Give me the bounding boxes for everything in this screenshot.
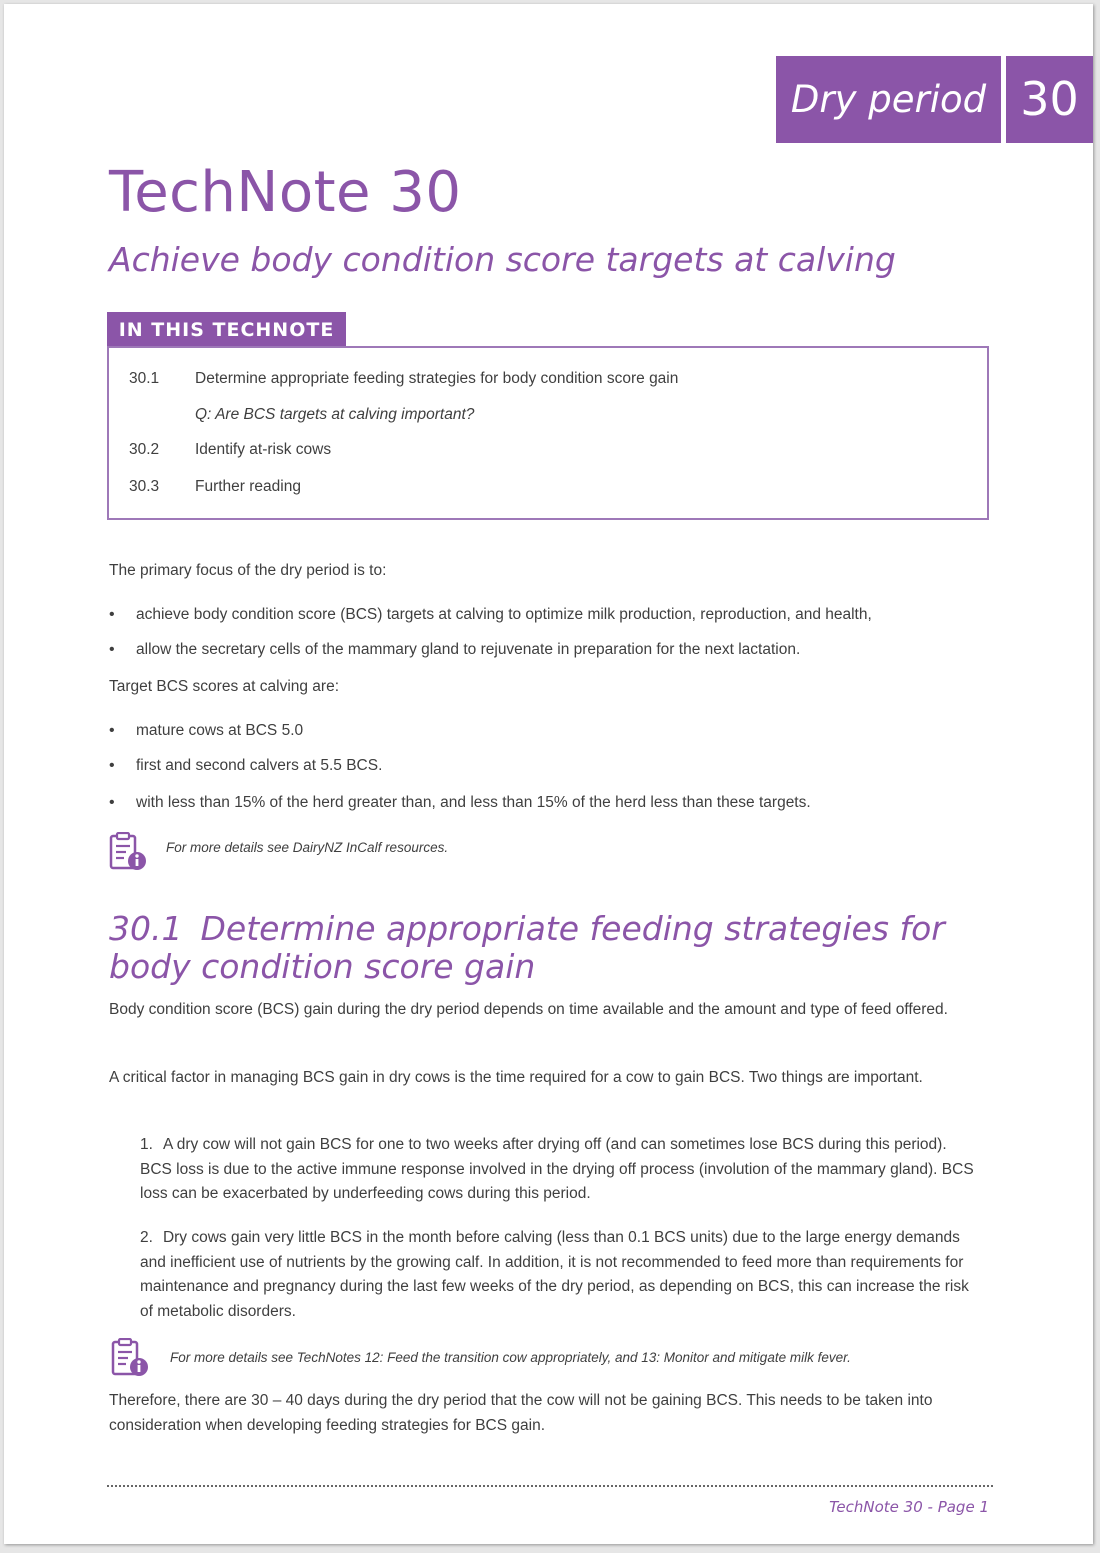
footer-divider: [107, 1485, 993, 1487]
toc-item-number: 30.3: [129, 478, 160, 495]
bullet-icon: •: [109, 757, 115, 774]
bullet-icon: •: [109, 722, 115, 739]
toc-item-text: Q: Are BCS targets at calving important?: [195, 406, 475, 423]
bullet-icon: •: [109, 794, 115, 811]
section-tab-number: 30: [1006, 56, 1093, 143]
section-tab-label: Dry period: [776, 56, 1001, 143]
info-document-icon: [110, 1338, 150, 1378]
table-of-contents: [107, 346, 989, 520]
info-note: For more details see DairyNZ InCalf resources.: [166, 840, 449, 855]
toc-item-number: 30.1: [129, 370, 160, 387]
paragraph: Therefore, there are 30 – 40 days during the dry period that the cow will not be gaining BCS. This needs to be taken into consideration when developing feeding strategies for BCS gain.: [109, 1392, 933, 1434]
paragraph: Body condition score (BCS) gain during the dry period depends on time available and the amount and type of feed offered.: [109, 1001, 948, 1018]
toc-item-text: Determine appropriate feeding strategies for body condition score gain: [195, 370, 679, 387]
toc-item-number: 30.2: [129, 441, 160, 458]
intro-lead: The primary focus of the dry period is to:: [109, 562, 387, 579]
info-document-icon: [108, 832, 148, 872]
page-footer: TechNote 30 - Page 1: [829, 1498, 989, 1516]
toc-heading: IN THIS TECHNOTE: [107, 312, 346, 348]
section-number: 30.1: [109, 909, 183, 948]
bullet-icon: •: [109, 641, 115, 658]
page-subtitle: Achieve body condition score targets at calving: [109, 240, 896, 279]
paragraph: A critical factor in managing BCS gain in dry cows is the time required for a cow to gain BCS. Two things are important.: [109, 1069, 923, 1086]
section-title: Determine appropriate feeding strategies for body condition score gain: [109, 909, 945, 986]
toc-item-text: Identify at-risk cows: [195, 441, 332, 458]
toc-item-text: Further reading: [195, 478, 301, 495]
targets-lead: Target BCS scores at calving are:: [109, 678, 340, 695]
numbered-item: 2. Dry cows gain very little BCS in the month before calving (less than 0.1 BCS units) due to the large energy demands and inefficient use of nutrients by the growing calf. In addition, it is not recommended to feed more than requirements for maintenance and pregnancy during the last few weeks of the dry period, as depending on BCS, this can increase the risk of metabolic disorders.: [140, 1229, 969, 1320]
numbered-item: 1. A dry cow will not gain BCS for one to two weeks after drying off (and can sometimes lose BCS during this period). BCS loss is due to the active immune response involved in the drying off process (involution of the mammary gland). BCS loss can be exacerbated by underfeeding cows during this period.: [140, 1136, 974, 1202]
document-page: Dry period 30 TechNote 30 Achieve body condition score targets at calving IN THIS TECHNOTE 30.1 Determine appropriate feeding strategies for body condition score gain Q: Are BCS targets at calving important? 30.2 Identify at-risk cows 30.3 Further reading The primary focus of the dry period is to: • achieve body condition score (BCS) targets at calving to optimize milk production, reproduction, and health, • allow the secretary cells of the mammary gland to rejuvenate in preparation for the next lactation. Target BCS scores at calving are: • mature cows at BCS 5.0 • first and second calvers at 5.5 BCS. • with less than 15% of the herd greater than, and less than 15% of the herd less than these targets. For more details see DairyNZ InCalf resources. 30.1 Determine appropriate feeding strategies for body condition score gain Body condition score (BCS) gain during the dry period depends on time available and the amount and type of feed offered. A critical factor in managing BCS gain in dry cows is the time required for a cow to gain BCS. Two things are important. 1. A dry cow will not gain BCS for one to two weeks after drying off (and can sometimes lose BCS during this period). BCS loss is due to the active immune response involved in the drying off process (involution of the mammary gland). BCS loss can be exacerbated by underfeeding cows during this period. 2. Dry cows gain very little BCS in the month before calving (less than 0.1 BCS units) due to the large energy demands and inefficient use of nutrients by the growing calf. In addition, it is not recommended to feed more than requirements for maintenance and pregnancy during the last few weeks of the dry period, as depending on BCS, this can increase the risk of metabolic disorders. For more details see TechNotes 12: Feed the transition cow appropriately, and 13: Monitor and mitigate milk fever. Therefore, there are 30 – 40 days during the dry period that the cow will not be gaining BCS. This needs to be taken into consideration when developing feeding strategies for BCS gain. TechNote 30 - Page 1: [4, 4, 1093, 1544]
section-heading: [109, 910, 1009, 986]
page-title: TechNote 30: [109, 160, 462, 225]
bullet-icon: •: [109, 606, 115, 623]
info-note: For more details see TechNotes 12: Feed the transition cow appropriately, and 13: Monitor and mitigate milk fever.: [170, 1350, 851, 1365]
